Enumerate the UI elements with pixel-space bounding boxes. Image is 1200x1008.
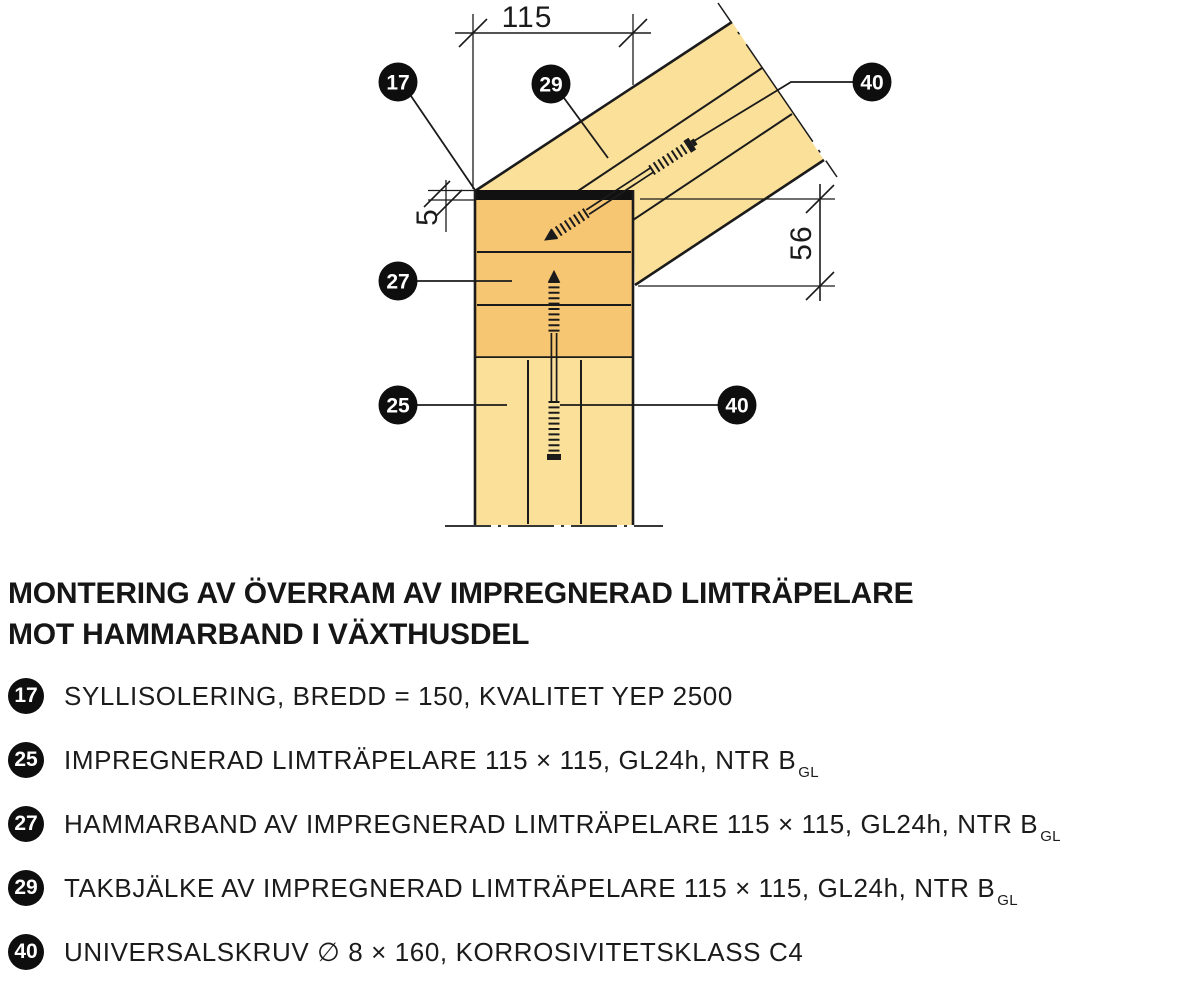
dimension-5 [411, 180, 474, 232]
callout-number: 25 [386, 394, 410, 418]
legend-badge-number: 17 [14, 684, 38, 707]
title-line-1: MONTERING AV ÖVERRAM AV IMPREGNERAD LIMTRÄPELARE [8, 577, 914, 610]
legend-subscript: GL [798, 763, 819, 781]
legend-text: SYLLISOLERING, BREDD = 150, KVALITET YEP 2500 [64, 680, 733, 711]
leader-line-17 [411, 96, 475, 190]
legend-badge-number: 27 [14, 812, 38, 835]
legend-badge-number: 29 [14, 876, 38, 899]
callout-number: 40 [860, 71, 884, 95]
legend-subscript: GL [997, 891, 1018, 909]
dimension-label-115: 115 [501, 1, 553, 34]
legend-item-25 [8, 742, 1196, 781]
callout-40-top [853, 63, 892, 102]
callout-number: 17 [386, 71, 410, 95]
callout-number: 40 [725, 394, 749, 418]
dimension-label-5: 5 [411, 208, 444, 226]
callout-27 [379, 262, 418, 301]
legend-item-17 [8, 678, 1196, 714]
callout-40-bottom [718, 386, 757, 425]
legend-badge-number: 25 [14, 748, 38, 771]
legend-badge-25 [8, 742, 44, 778]
legend-badge-40 [8, 934, 44, 970]
legend-text: UNIVERSALSKRUV ∅ 8 × 160, KORROSIVITETSKLASS C4 [64, 936, 804, 967]
callout-17 [379, 63, 418, 102]
caption-block [8, 573, 1196, 970]
drawing-title [8, 573, 1196, 655]
legend-item-29 [8, 870, 1196, 909]
title-line-2: MOT HAMMARBAND I VÄXTHUSDEL [8, 618, 530, 651]
callout-number: 29 [539, 73, 563, 97]
column-body [475, 358, 633, 525]
legend-text: IMPREGNERAD LIMTRÄPELARE 115 × 115, GL24h, NTR B $_{GL}$ [64, 744, 819, 781]
legend-item-40 [8, 934, 1196, 970]
legend-text: HAMMARBAND AV IMPREGNERAD LIMTRÄPELARE 115 × 115, GL24h, NTR B $_{GL}$ [64, 808, 1061, 845]
screw-head [687, 144, 692, 147]
legend-badge-number: 40 [14, 940, 38, 963]
legend-subscript: GL [1040, 827, 1061, 845]
legend-item-27 [8, 806, 1196, 845]
callout-29 [532, 65, 571, 104]
screw-head-drive [692, 141, 695, 143]
callout-25 [379, 386, 418, 425]
legend-badge-17 [8, 678, 44, 714]
legend-badge-29 [8, 870, 44, 906]
callout-number: 27 [386, 270, 410, 294]
dimension-label-56: 56 [785, 225, 818, 261]
legend-list [8, 678, 1196, 970]
legend-text: TAKBJÄLKE AV IMPREGNERAD LIMTRÄPELARE 115 × 115, GL24h, NTR B $_{GL}$ [64, 872, 1018, 909]
legend-badge-27 [8, 806, 44, 842]
